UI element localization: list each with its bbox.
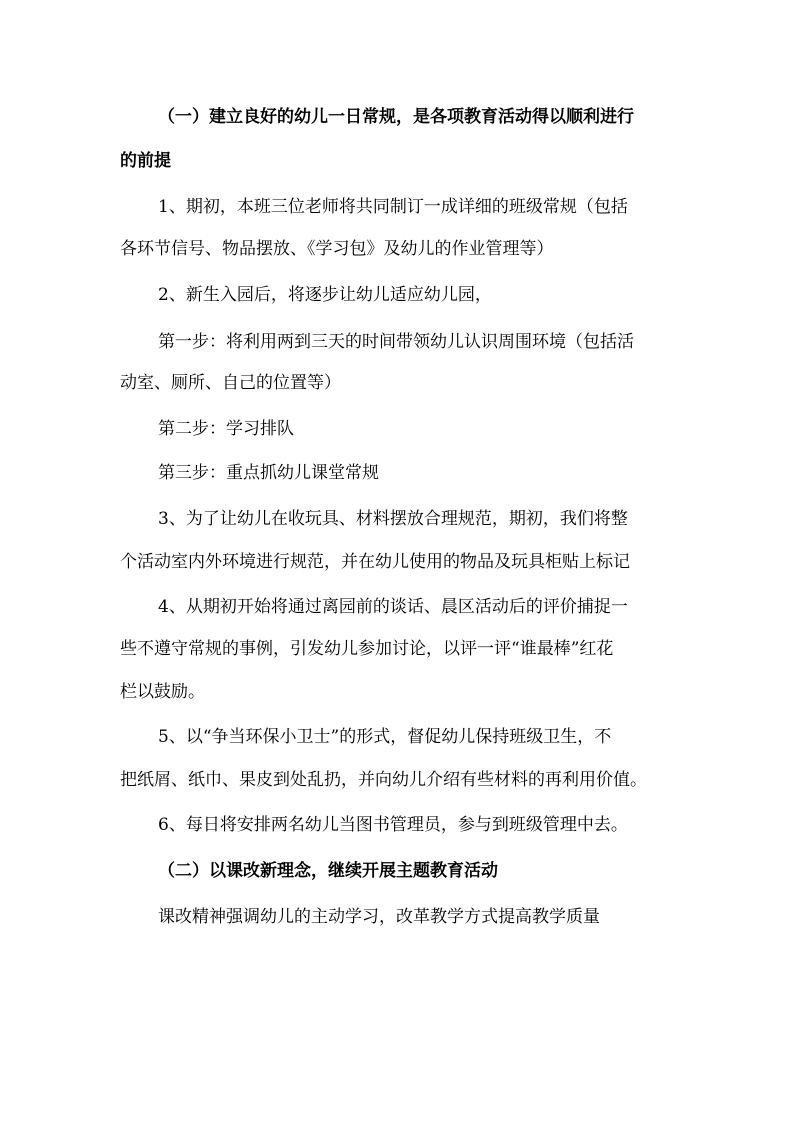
section-heading-1-continued: 的前提 <box>120 151 171 171</box>
paragraph-4-continued: 些不遵守常规的事例，引发幼儿参加讨论，以评一评“谁最棒”红花 <box>120 639 614 659</box>
paragraph-1-continued: 各环节信号、物品摆放、《学习包》及幼儿的作业管理等） <box>120 239 554 259</box>
paragraph-6: 6、每日将安排两名幼儿当图书管理员，参与到班级管理中去。 <box>158 815 628 835</box>
paragraph-2: 2、新生入园后，将逐步让幼儿适应幼儿园， <box>158 285 492 305</box>
paragraph-5-continued: 把纸屑、纸巾、果皮到处乱扔，并向幼儿介绍有些材料的再利用价值。 <box>120 770 647 790</box>
paragraph-3: 3、为了让幼儿在收玩具、材料摆放合理规范，期初，我们将整 <box>158 509 628 529</box>
step-1: 第一步：将利用两到三天的时间带领幼儿认识周围环境（包括活 <box>158 332 634 352</box>
paragraph-3-continued: 个活动室内外环境进行规范，并在幼儿使用的物品及玩具柜贴上标记 <box>120 552 630 572</box>
paragraph-5: 5、以“争当环保小卫士”的形式，督促幼儿保持班级卫生，不 <box>158 727 612 747</box>
paragraph-7: 课改精神强调幼儿的主动学习，改革教学方式提高教学质量 <box>158 907 600 927</box>
step-2: 第二步：学习排队 <box>158 419 294 439</box>
section-heading-2: （二）以课改新理念，继续开展主题教育活动 <box>158 861 498 881</box>
section-heading-1: （一）建立良好的幼儿一日常规，是各项教育活动得以顺利进行 <box>158 107 634 127</box>
step-3: 第三步：重点抓幼儿课堂常规 <box>158 463 379 483</box>
step-1-continued: 动室、厕所、自己的位置等） <box>120 373 341 393</box>
paragraph-4: 4、从期初开始将通过离园前的谈话、晨区活动后的评价捕捉一 <box>158 597 628 617</box>
paragraph-1: 1、期初，本班三位老师将共同制订一成详细的班级常规（包括 <box>158 197 628 217</box>
paragraph-4-end: 栏以鼓励。 <box>120 682 205 702</box>
